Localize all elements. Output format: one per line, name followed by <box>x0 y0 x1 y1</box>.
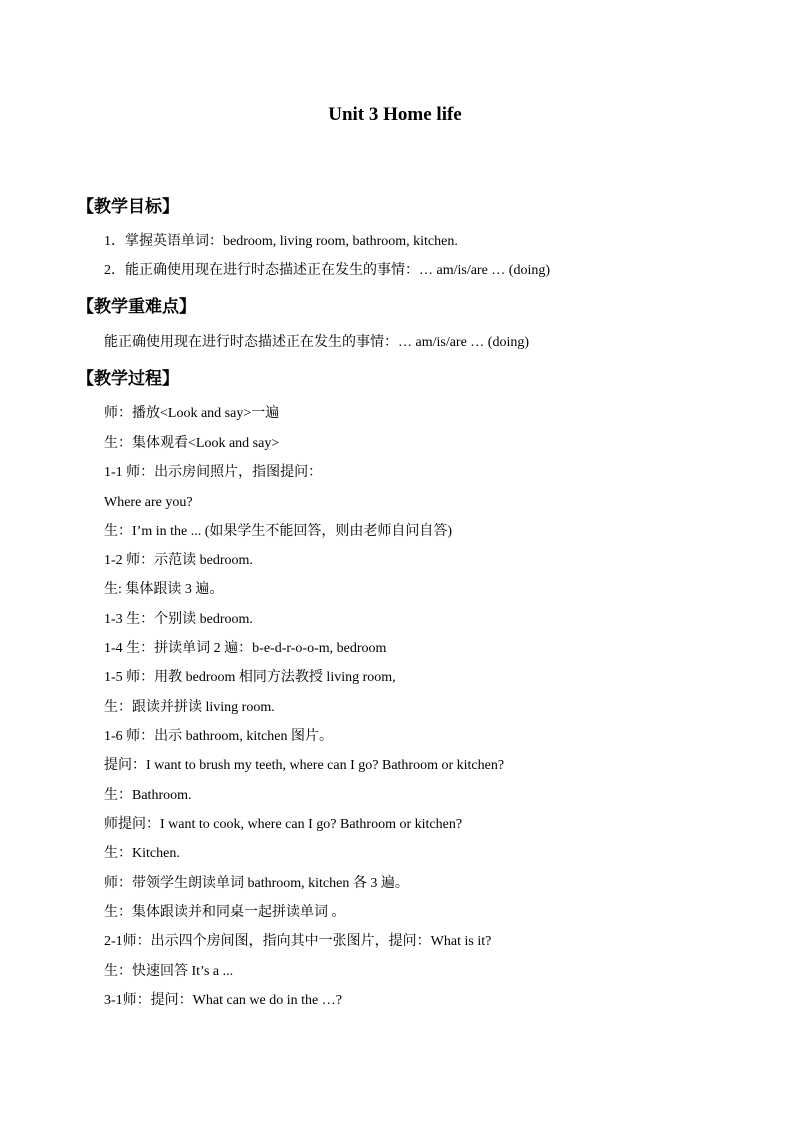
process-line: 1-6 师：出示 bathroom, kitchen 图片。 <box>104 729 334 744</box>
process-line: 师：带领学生朗读单词 bathroom, kitchen 各 3 遍。 <box>104 876 409 891</box>
process-line: 2-1师：出示四个房间图，指向其中一张图片，提问：What is it? <box>104 934 492 949</box>
process-line: Where are you? <box>104 495 193 510</box>
process-line: 1-5 师：用教 bedroom 相同方法教授 living room, <box>104 670 396 685</box>
key-point-item-1: 能正确使用现在进行时态描述正在发生的事情：… am/is/are … (doing) <box>104 335 530 350</box>
objective-item-1: 1．掌握英语单词：bedroom, living room, bathroom, kitchen. <box>104 234 458 249</box>
process-line: 生：快速回答 It’s a ... <box>104 964 234 979</box>
objectives-heading: 【教学目标】 <box>77 197 179 217</box>
process-line: 1-4 生：拼读单词 2 遍：b-e-d-r-o-o-m, bedroom <box>104 641 387 656</box>
key-points-heading: 【教学重难点】 <box>77 297 196 317</box>
process-line: 1-3 生：个别读 bedroom. <box>104 612 253 627</box>
process-line: 生：集体跟读并和同桌一起拼读单词 。 <box>104 905 346 920</box>
process-line: 生：Kitchen. <box>104 846 180 861</box>
process-line: 1-2 师：示范读 bedroom. <box>104 553 253 568</box>
process-line: 1-1 师：出示房间照片，指图提问： <box>104 465 323 480</box>
objective-item-2: 2．能正确使用现在进行时态描述正在发生的事情：… am/is/are … (doing) <box>104 263 551 278</box>
process-line: 师：播放<Look and say>一遍 <box>104 406 280 421</box>
document-title: Unit 3 Home life <box>328 104 462 125</box>
process-line: 生：I’m in the ... (如果学生不能回答，则由老师自问自答) <box>104 524 453 539</box>
process-line: 师提问：I want to cook, where can I go? Bathroom or kitchen? <box>104 817 463 832</box>
process-line: 3-1师：提问：What can we do in the …? <box>104 993 342 1008</box>
process-line: 生：Bathroom. <box>104 788 192 803</box>
process-line: 生：跟读并拼读 living room. <box>104 700 275 715</box>
process-line: 生: 集体跟读 3 遍。 <box>104 582 224 597</box>
process-heading: 【教学过程】 <box>77 369 179 389</box>
process-line: 生：集体观看<Look and say> <box>104 436 280 451</box>
process-line: 提问：I want to brush my teeth, where can I go? Bathroom or kitchen? <box>104 758 505 773</box>
